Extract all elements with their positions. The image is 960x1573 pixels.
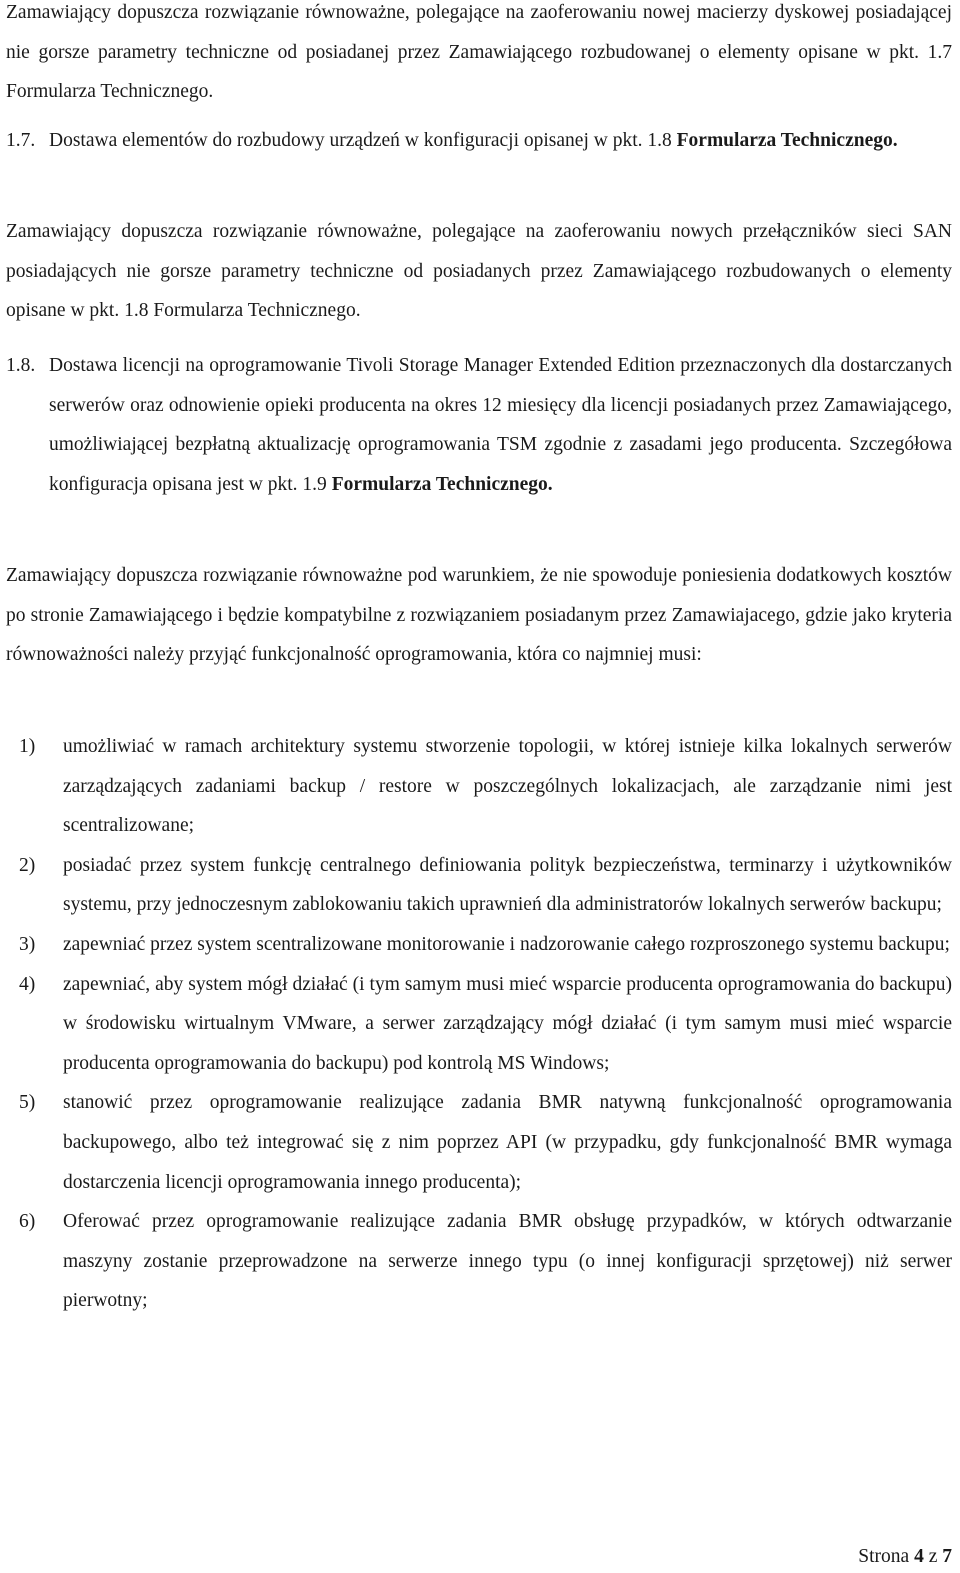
paragraph-intro-disk-array: Zamawiający dopuszcza rozwiązanie równoważne, polegające na zaoferowaniu nowej macierzy dyskowej posiadającej nie gorsze parametry techniczne od posiadanej przez Zamawiającego rozbudowanej o elementy opisane w pkt. 1.7 Formularza Technicznego. [6,2,952,103]
list-item [6,1202,952,1321]
section-number: 1.8. [6,355,36,376]
list-marker: 1) [19,736,36,757]
list-marker: 3) [19,933,36,955]
page-label: Strona [858,1546,910,1567]
page-total: 7 [942,1546,952,1567]
requirements-list [6,727,952,1321]
list-text: zapewniać przez system scentralizowane monitorowanie i nadzorowanie całego rozproszonego systemu backupu; [63,933,950,955]
list-marker: 2) [19,854,36,876]
list-marker: 4) [19,973,36,995]
list-item [6,846,952,925]
list-text: stanowić przez oprogramowanie realizujące zadania BMR natywną funkcjonalność oprogramowania backupowego, albo też integrować się z nim poprzez API (w przypadku, gdy funkcjonalność BMR wymaga dostarczenia licencji oprogramowania innego producenta); [63,1092,952,1193]
section-bold-ref: Formularza Technicznego. [676,130,898,151]
page-number-footer [858,1545,952,1569]
paragraph-intro-equivalence-criteria: Zamawiający dopuszcza rozwiązanie równoważne pod warunkiem, że nie spowoduje poniesienia dodatkowych kosztów po stronie Zamawiającego i będzie kompatybilne z rozwiązaniem posiadanym przez Zamawiajacego, gdzie jako kryteria równoważności należy przyjąć funkcjonalność oprogramowania, która co najmniej musi: [6,565,952,666]
list-item [6,1083,952,1202]
page-separator: z [928,1546,938,1567]
list-text: posiadać przez system funkcję centralnego definiowania polityk bezpieczeństwa, terminarzy i użytkowników systemu, przy jednoczesnym zablokowaniu takich uprawnień dla administratorów lokalnych serwerów backupu; [63,854,952,916]
list-item [6,925,952,965]
list-marker: 5) [19,1092,36,1114]
page-current: 4 [914,1546,924,1567]
list-text: Oferować przez oprogramowanie realizujące zadania BMR obsługę przypadków, w których odtwarzanie maszyny zostanie przeprowadzone na serwerze innego typu (o innej konfiguracji sprzętowej) niż serwer pierwotny; [63,1211,952,1312]
section-1-8 [6,346,952,504]
section-number: 1.7. [6,130,36,151]
section-bold-ref: Formularza Technicznego. [331,473,553,495]
list-item [6,965,952,1084]
section-text: Dostawa licencji na oprogramowanie Tivoli Storage Manager Extended Edition przeznaczonych dla dostarczanych serwerów oraz odnowienie opieki producenta na okres 12 miesięcy dla licencji posiadanych przez Zamawiającego, umożliwiającej bezpłatną aktualizację oprogramowania TSM zgodnie z zasadami jego producenta. Szczegółowa konfiguracja opisana jest w pkt. 1.9 [49,355,952,495]
section-text: Dostawa elementów do rozbudowy urządzeń w konfiguracji opisanej w pkt. 1.8 [49,130,672,151]
section-1-7 [6,121,952,161]
section-body [49,121,952,161]
list-text: zapewniać, aby system mógł działać (i tym samym musi mieć wsparcie producenta oprogramowania do backupu) w środowisku wirtualnym VMware, a serwer zarządzający mógł działać (i tym samym musi mieć wsparcie producenta oprogramowania do backupu) pod kontrolą MS Windows; [63,973,952,1074]
paragraph-intro-san-switches: Zamawiający dopuszcza rozwiązanie równoważne, polegające na zaoferowaniu nowych przełączników sieci SAN posiadających nie gorsze parametry techniczne od posiadanych przez Zamawiającego rozbudowanych o elementy opisane w pkt. 1.8 Formularza Technicznego. [6,221,952,322]
section-body [49,346,952,504]
list-item [6,727,952,846]
list-marker: 6) [19,1211,36,1233]
list-text: umożliwiać w ramach architektury systemu stworzenie topologii, w której istnieje kilka lokalnych serwerów zarządzających zadaniami backup / restore w poszczególnych lokalizacjach, ale zarządzanie nimi jest scentralizowane; [63,736,952,837]
